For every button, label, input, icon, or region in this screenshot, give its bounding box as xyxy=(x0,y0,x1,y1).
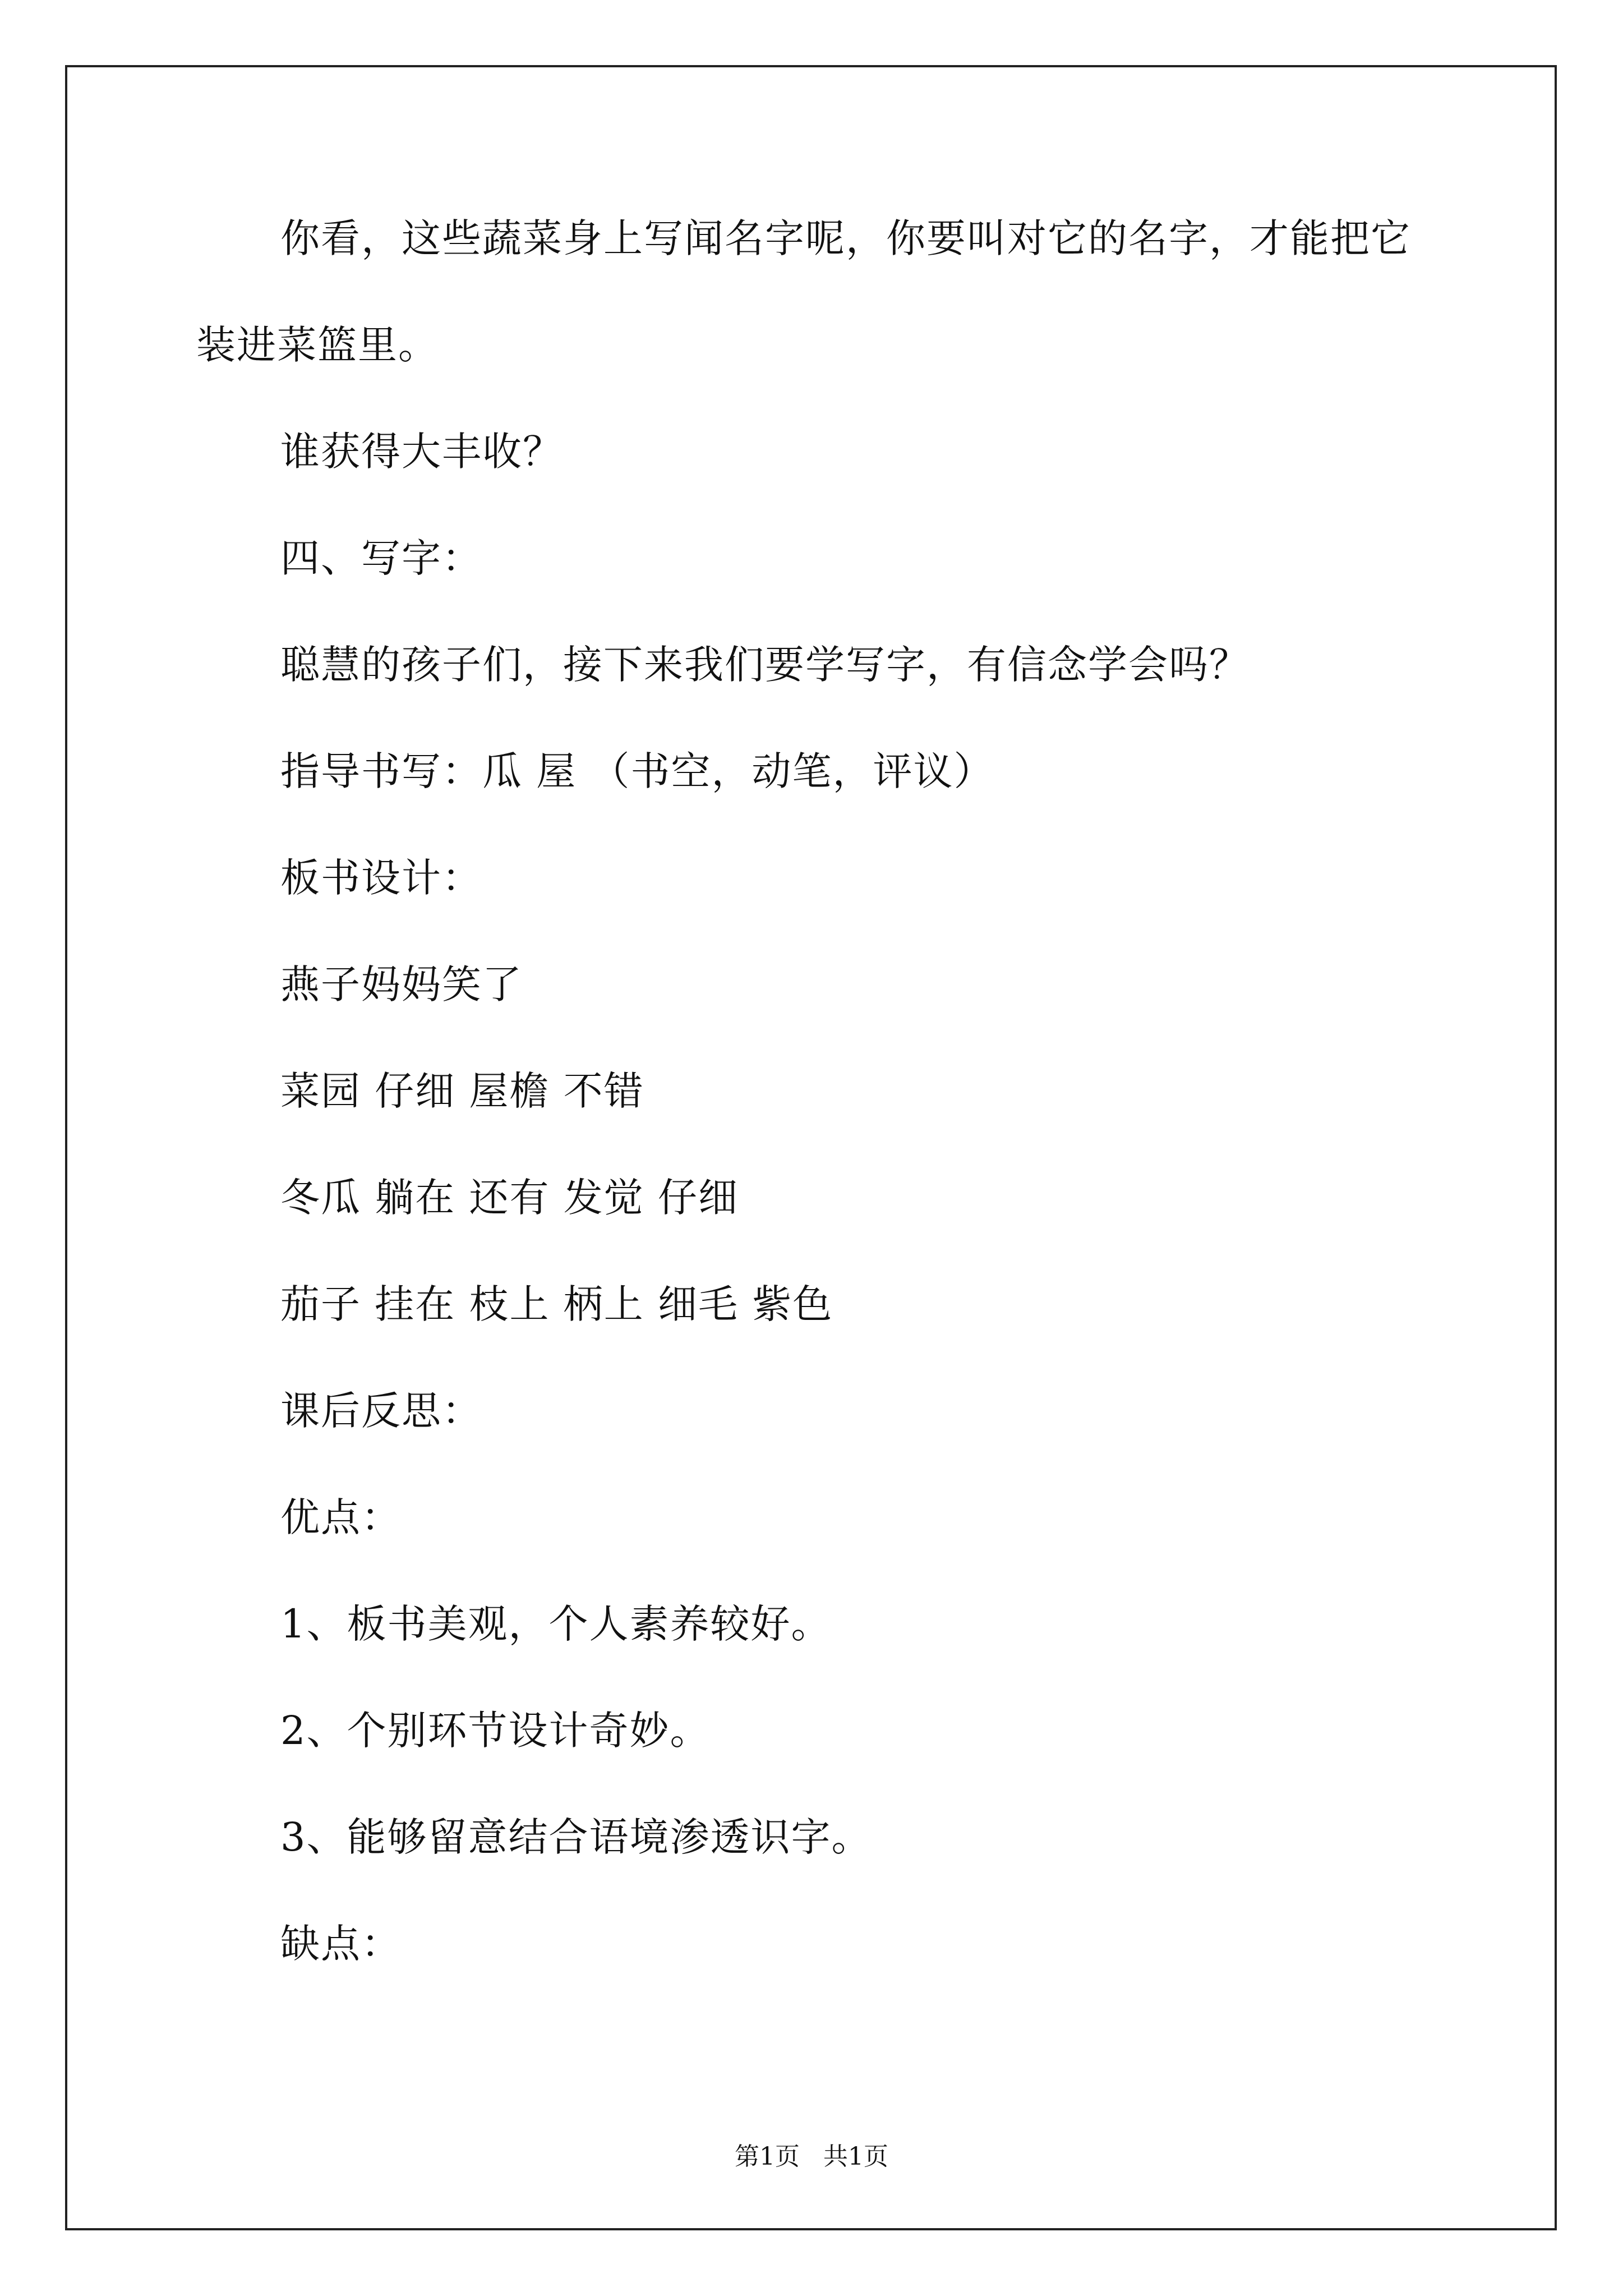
board-line-2: 冬瓜 躺在 还有 发觉 仔细 xyxy=(280,1175,739,1221)
heading-strengths: 优点： xyxy=(280,1494,402,1540)
strength-1: 1、板书美观，个人素养较好。 xyxy=(280,1601,832,1647)
board-line-3: 茄子 挂在 枝上 柄上 细毛 紫色 xyxy=(280,1281,833,1327)
heading-reflection: 课后反思： xyxy=(280,1388,482,1434)
heading-write: 四、写字： xyxy=(280,535,482,581)
paragraph-guide-writing: 指导书写：瓜 屋 （书空，动笔，评议） xyxy=(280,748,994,794)
paragraph-1-line-2: 装进菜篮里。 xyxy=(196,322,439,368)
heading-board-design: 板书设计： xyxy=(280,855,482,901)
heading-weaknesses: 缺点： xyxy=(280,1921,402,1967)
strength-2: 2、个别环节设计奇妙。 xyxy=(280,1708,711,1754)
board-line-1: 菜园 仔细 屋檐 不错 xyxy=(280,1068,644,1114)
page-border xyxy=(65,65,1557,2230)
paragraph-learn-write: 聪慧的孩子们，接下来我们要学写字，有信念学会吗？ xyxy=(280,642,1249,688)
strength-3: 3、能够留意结合语境渗透识字。 xyxy=(280,1814,872,1860)
paragraph-harvest: 谁获得大丰收？ xyxy=(280,429,563,475)
paragraph-1-line-1: 你看，这些蔬菜身上写闻名字呢，你要叫对它的名字，才能把它 xyxy=(280,215,1411,261)
page-footer: 第1页 共1页 xyxy=(735,2142,888,2171)
board-title: 燕子妈妈笑了 xyxy=(280,961,523,1007)
